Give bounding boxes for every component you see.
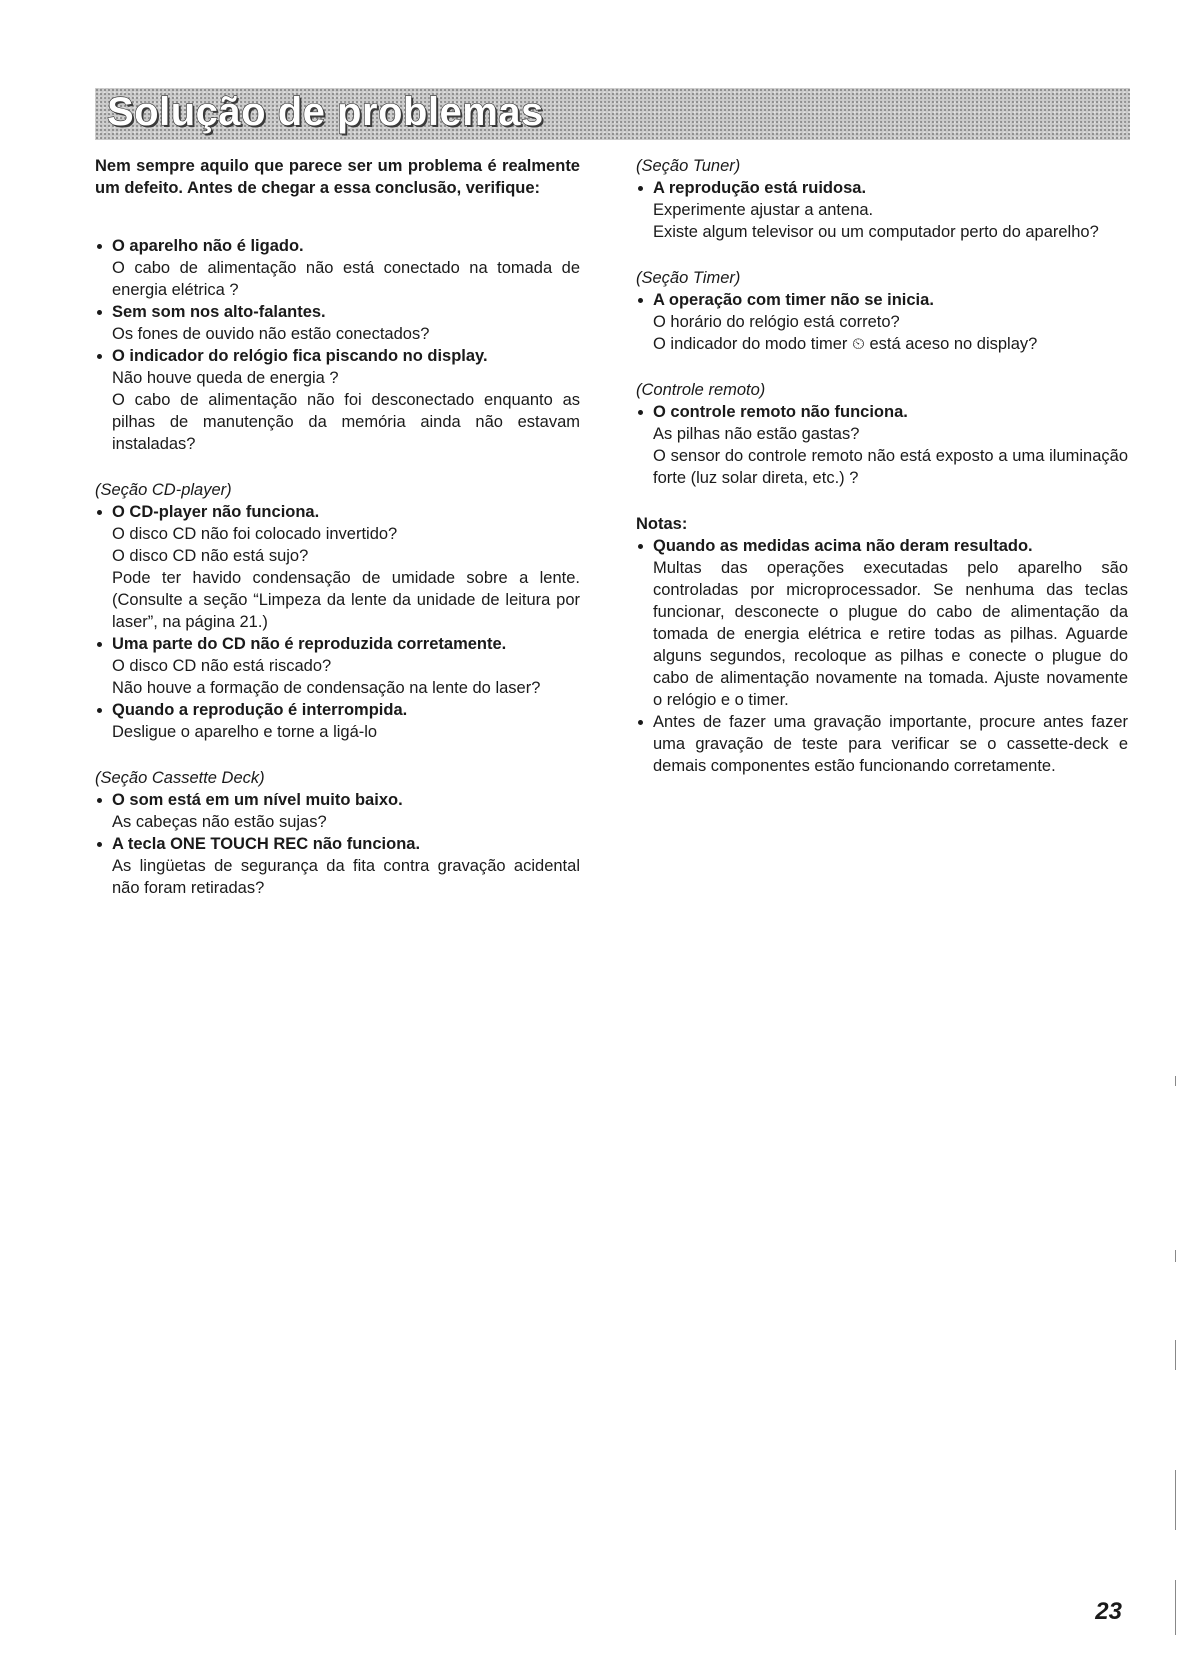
cassette-list (95, 789, 580, 899)
timer-list (636, 289, 1128, 355)
page-number: 23 (1095, 1598, 1122, 1625)
right-column (636, 155, 1128, 801)
general-list (95, 235, 580, 455)
list-item (95, 699, 580, 743)
scan-edge-mark (1175, 1470, 1176, 1530)
cd-section (95, 479, 580, 743)
tuner-section (636, 155, 1128, 243)
problem-heading: O controle remoto não funciona. (653, 403, 908, 421)
scan-edge-mark (1175, 1076, 1176, 1086)
problem-heading: O som está em um nível muito baixo. (112, 791, 403, 809)
scan-edge-mark (1175, 1340, 1176, 1370)
solution-text: As pilhas não estão gastas? (653, 425, 860, 443)
solution-text: Pode ter havido condensação de umidade sobre a lente. (Consulte a seção “Limpeza da lente da unidade de leitura por laser”, na página 21.) (112, 569, 580, 631)
notes-title: Notas: (636, 515, 688, 533)
list-item (636, 535, 1128, 711)
solution-text: O indicador do modo timer ⏲ está aceso no display? (653, 335, 1038, 353)
cassette-section (95, 767, 580, 899)
solution-text: O sensor do controle remoto não está exposto a uma iluminação forte (luz solar direta, etc.) ? (653, 447, 1128, 487)
solution-text: As cabeças não estão sujas? (112, 813, 327, 831)
list-item (95, 301, 580, 345)
solution-text: Os fones de ouvido não estão conectados? (112, 325, 430, 343)
remote-list (636, 401, 1128, 489)
solution-text: O cabo de alimentação não está conectado na tomada de energia elétrica ? (112, 259, 580, 299)
problem-heading: Sem som nos alto-falantes. (112, 303, 326, 321)
section-title-cd: (Seção CD-player) (95, 481, 232, 499)
page-title: Solução de problemas (107, 90, 544, 134)
notes-section (636, 513, 1128, 777)
intro-text: Nem sempre aquilo que parece ser um problema é realmente um defeito. Antes de chegar a essa conclusão, verifique: (95, 157, 580, 197)
solution-text: O disco CD não foi colocado invertido? (112, 525, 398, 543)
solution-text: Experimente ajustar a antena. (653, 201, 874, 219)
section-title-timer: (Seção Timer) (636, 269, 741, 287)
solution-text: O cabo de alimentação não foi desconectado enquanto as pilhas de manutenção da memória ainda não estavam instaladas? (112, 391, 580, 453)
section-title-tuner: (Seção Tuner) (636, 157, 741, 175)
remote-section (636, 379, 1128, 489)
problem-heading: Uma parte do CD não é reproduzida corretamente. (112, 635, 507, 653)
list-item (95, 633, 580, 699)
problem-heading: O indicador do relógio fica piscando no display. (112, 347, 488, 365)
cd-list (95, 501, 580, 743)
solution-text: Multas das operações executadas pelo aparelho são controladas por microprocessador. Se nenhuma das teclas funcionar, desconecte o plugue do cabo de alimentação da tomada de energia elétrica e retire todas as pilhas. Aguarde alguns segundos, recoloque as pilhas e conecte o plugue do cabo de alimentação novamente na tomada. Ajuste novamente o relógio e o timer. (653, 559, 1128, 709)
solution-text: Não houve a formação de condensação na lente do laser? (112, 679, 541, 697)
solution-text: Desligue o aparelho e torne a ligá-lo (112, 723, 378, 741)
section-title-remote: (Controle remoto) (636, 381, 766, 399)
problem-heading: Quando as medidas acima não deram resultado. (653, 537, 1033, 555)
list-item (636, 711, 1128, 777)
scan-edge-mark (1175, 1250, 1176, 1262)
scan-edge-mark (1175, 1580, 1176, 1635)
problem-heading: O CD-player não funciona. (112, 503, 320, 521)
tuner-list (636, 177, 1128, 243)
list-item (95, 501, 580, 633)
list-item (95, 235, 580, 301)
solution-text: As lingüetas de segurança da fita contra gravação acidental não foram retiradas? (112, 857, 580, 897)
title-banner (95, 88, 1130, 140)
solution-text: Antes de fazer uma gravação importante, procure antes fazer uma gravação de teste para verificar se o cassette-deck e demais componentes estão funcionando corretamente. (653, 713, 1128, 775)
solution-text: Não houve queda de energia ? (112, 369, 339, 387)
list-item (95, 789, 580, 833)
left-column (95, 155, 580, 923)
section-title-cassette: (Seção Cassette Deck) (95, 769, 265, 787)
list-item (636, 401, 1128, 489)
timer-section (636, 267, 1128, 355)
solution-text: O disco CD não está riscado? (112, 657, 332, 675)
list-item (636, 177, 1128, 243)
list-item (95, 345, 580, 455)
problem-heading: A reprodução está ruidosa. (653, 179, 867, 197)
general-section (95, 235, 580, 455)
solution-text: Existe algum televisor ou um computador perto do aparelho? (653, 223, 1099, 241)
list-item (636, 289, 1128, 355)
solution-text: O disco CD não está sujo? (112, 547, 309, 565)
problem-heading: O aparelho não é ligado. (112, 237, 304, 255)
problem-heading: Quando a reprodução é interrompida. (112, 701, 408, 719)
problem-heading: A tecla ONE TOUCH REC não funciona. (112, 835, 421, 853)
problem-heading: A operação com timer não se inicia. (653, 291, 934, 309)
notes-list (636, 535, 1128, 777)
solution-text: O horário do relógio está correto? (653, 313, 900, 331)
list-item (95, 833, 580, 899)
